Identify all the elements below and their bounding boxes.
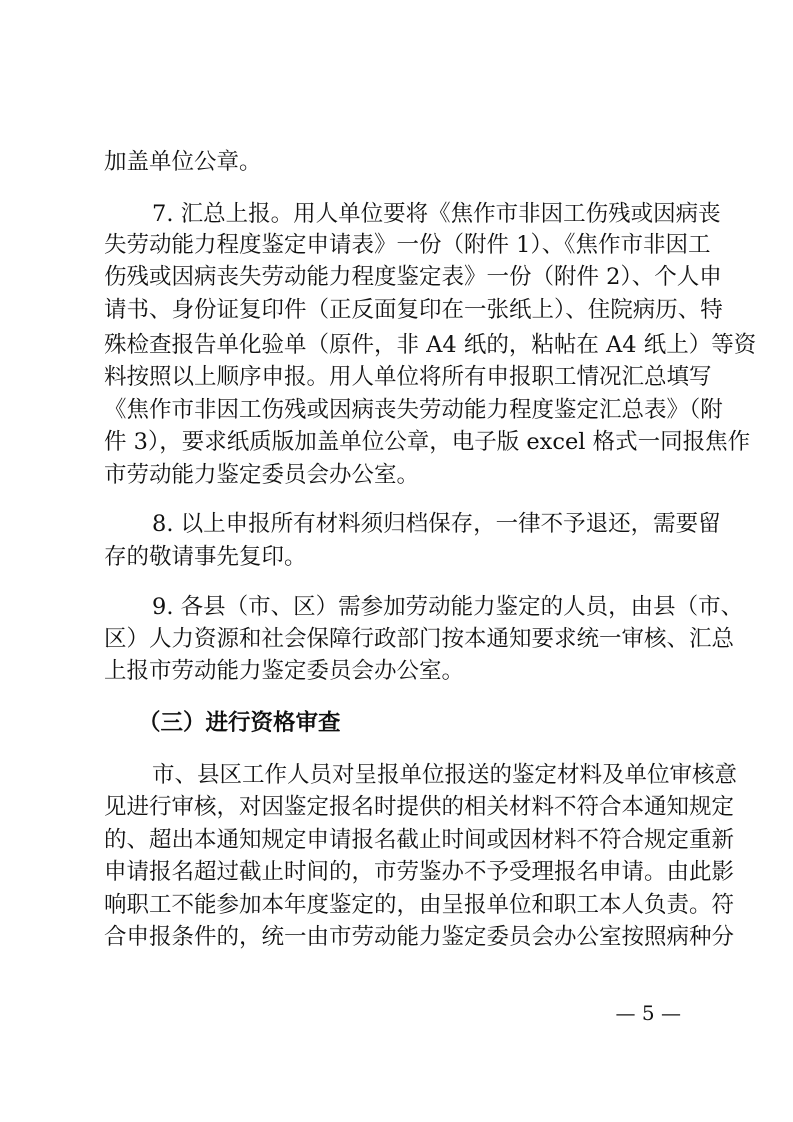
paragraph-line: 8. 以上申报所有材料须归档保存，一律不予退还，需要留 [152,511,721,537]
paragraph-line: 9. 各县（市、区）需参加劳动能力鉴定的人员，由县（市、 [152,594,744,620]
section-heading: （三）进行资格审查 [138,710,341,736]
paragraph-line: 响职工不能参加本年度鉴定的，由呈报单位和职工本人负责。符 [104,892,735,918]
paragraph-line: 7. 汇总上报。用人单位要将《焦作市非因工伤残或因病丧 [152,201,721,227]
paragraph-line: 存的敬请事先复印。 [104,544,307,570]
paragraph-line: 加盖单位公章。 [104,149,262,175]
paragraph-line: 伤残或因病丧失劳动能力程度鉴定表》一份（附件 2）、个人申 [104,264,722,290]
paragraph-line: 殊检查报告单化验单（原件，非 A4 纸的，粘帖在 A4 纸上）等资 [104,332,757,358]
paragraph-line: 失劳动能力程度鉴定申请表》一份（附件 1）、《焦作市非因工 [104,232,711,258]
paragraph-line: 区）人力资源和社会保障行政部门按本通知要求统一审核、汇总 [104,626,735,652]
paragraph-line: 市、县区工作人员对呈报单位报送的鉴定材料及单位审核意 [152,762,738,788]
page-number: — 5 — [615,1001,681,1025]
paragraph-line: 见进行审核，对因鉴定报名时提供的相关材料不符合本通知规定 [104,794,735,820]
paragraph-line: 申请报名超过截止时间的，市劳鉴办不予受理报名申请。由此影 [104,859,735,885]
paragraph-line: 件 3），要求纸质版加盖单位公章，电子版 excel 格式一同报焦作 [104,429,751,455]
paragraph-line: 市劳动能力鉴定委员会办公室。 [104,462,420,488]
paragraph-line: 的、超出本通知规定申请报名截止时间或因材料不符合规定重新 [104,827,735,853]
paragraph-line: 料按照以上顺序申报。用人单位将所有申报职工情况汇总填写 [104,364,712,390]
paragraph-line: 请书、身份证复印件（正反面复印在一张纸上）、住院病历、特 [104,297,723,323]
paragraph-line: 上报市劳动能力鉴定委员会办公室。 [104,658,465,684]
paragraph-line: 《焦作市非因工伤残或因病丧失劳动能力程度鉴定汇总表》（附 [104,397,723,423]
paragraph-line: 合申报条件的，统一由市劳动能力鉴定委员会办公室按照病种分 [104,924,735,950]
